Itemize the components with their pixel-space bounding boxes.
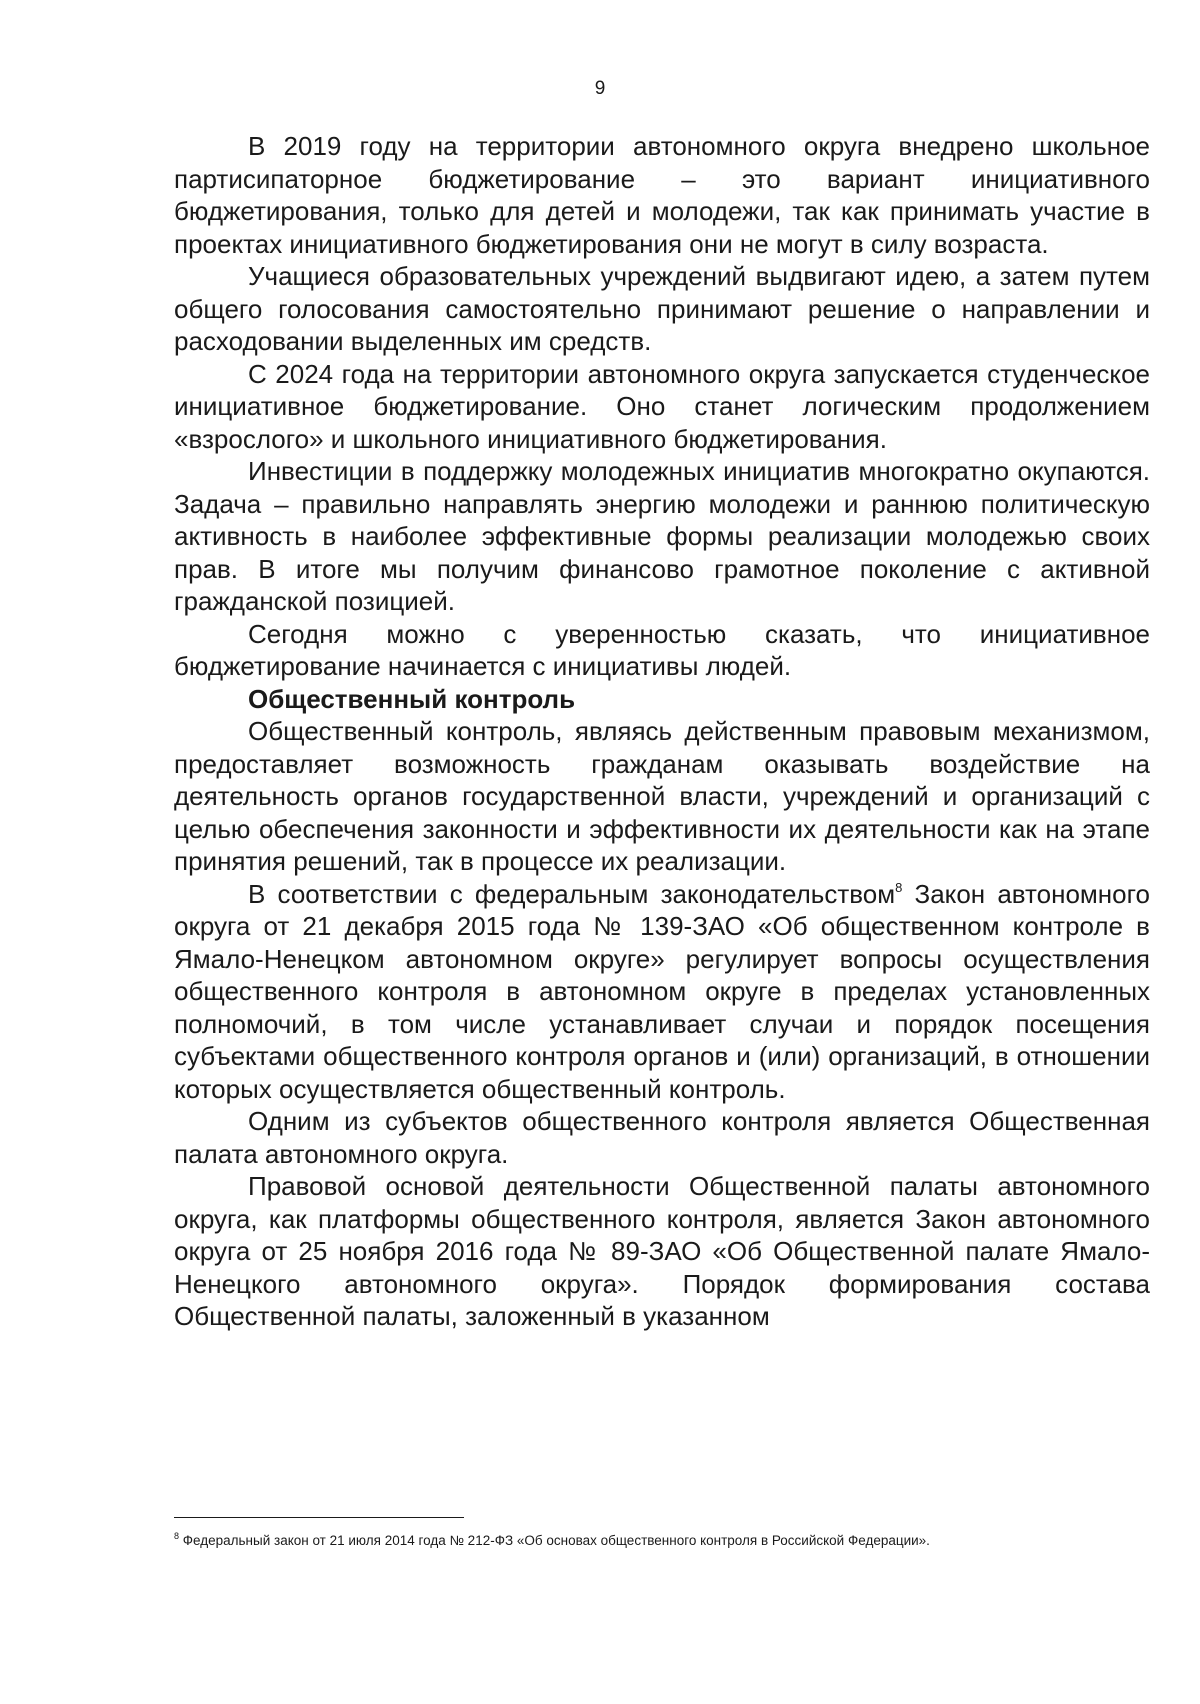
footnote-reference[interactable]: 8 (895, 879, 903, 895)
footnote (174, 1531, 1150, 1550)
section-heading: Общественный контроль (248, 683, 576, 714)
federal-law-text-start: В соответствии с федеральным законодательством (248, 878, 896, 909)
paragraph-legal-basis: Правовой основой деятельности Общественной палаты автономного округа, как платформы общественного контроля, является Закон автономного округа от 25 ноября 2016 года № 89-ЗАО «Об Общественной палате Ямало-Ненецкого автономного округа». Порядок формирования состава Общественной палаты, заложенный в указанном (174, 1171, 1150, 1331)
paragraph-initiative-conclusion: Сегодня можно с уверенностью сказать, что инициативное бюджетирование начинается с инициативы людей. (174, 618, 1150, 681)
paragraph-students-initiative: Учащиеся образовательных учреждений выдвигают идею, а затем путем общего голосования самостоятельно принимают решение о направлении и расходовании выделенных им средств. (174, 261, 1150, 356)
paragraph-student-budgeting-2024: С 2024 года на территории автономного округа запускается студенческое инициативное бюджетирование. Оно станет логическим продолжением «взрослого» и школьного инициативного бюджетирования. (174, 358, 1150, 454)
document-body (174, 130, 1150, 1333)
page-number: 9 (594, 78, 606, 99)
paragraph-public-control-definition: Общественный контроль, являясь действенным правовым механизмом, предоставляет возможность гражданам оказывать воздействие на деятельность органов государственной власти, учреждений и организаций с целью обеспечения законности и эффективности их деятельности как на этапе принятия решений, так в процессе их реализации. (174, 716, 1150, 876)
federal-law-text-end: Закон автономного округа от 21 декабря 2015 года № 139-ЗАО «Об общественном контроле в Ямало-Ненецком автономном округе» регулирует вопросы осуществления общественного контроля в автономном округе в пределах установленных полномочий, в том числе устанавливает случаи и порядок посещения субъектами общественного контроля органов и (или) организаций, в отношении которых осуществляется общественный контроль. (174, 878, 1150, 1104)
paragraph-school-budgeting: В 2019 году на территории автономного округа внедрено школьное партисипаторное бюджетирование – это вариант инициативного бюджетирования, только для детей и молодежи, так как принимать участие в проектах инициативного бюджетирования они не могут в силу возраста. (174, 131, 1150, 259)
paragraph-control-subjects: Одним из субъектов общественного контроля является Общественная палата автономного округа. (174, 1106, 1150, 1169)
footnote-mark: 8 (174, 1531, 180, 1541)
paragraph-federal-law (174, 878, 1150, 1106)
paragraph-youth-investments: Инвестиции в поддержку молодежных инициатив многократно окупаются. Задача – правильно направлять энергию молодежи и раннюю политическую активность в наиболее эффективные формы реализации молодежью своих прав. В итоге мы получим финансово грамотное поколение с активной гражданской позицией. (174, 456, 1150, 616)
footnote-text: Федеральный закон от 21 июля 2014 года № 212-ФЗ «Об основах общественного контроля в Российской Федерации». (179, 1533, 930, 1548)
footnote-divider (174, 1517, 464, 1518)
